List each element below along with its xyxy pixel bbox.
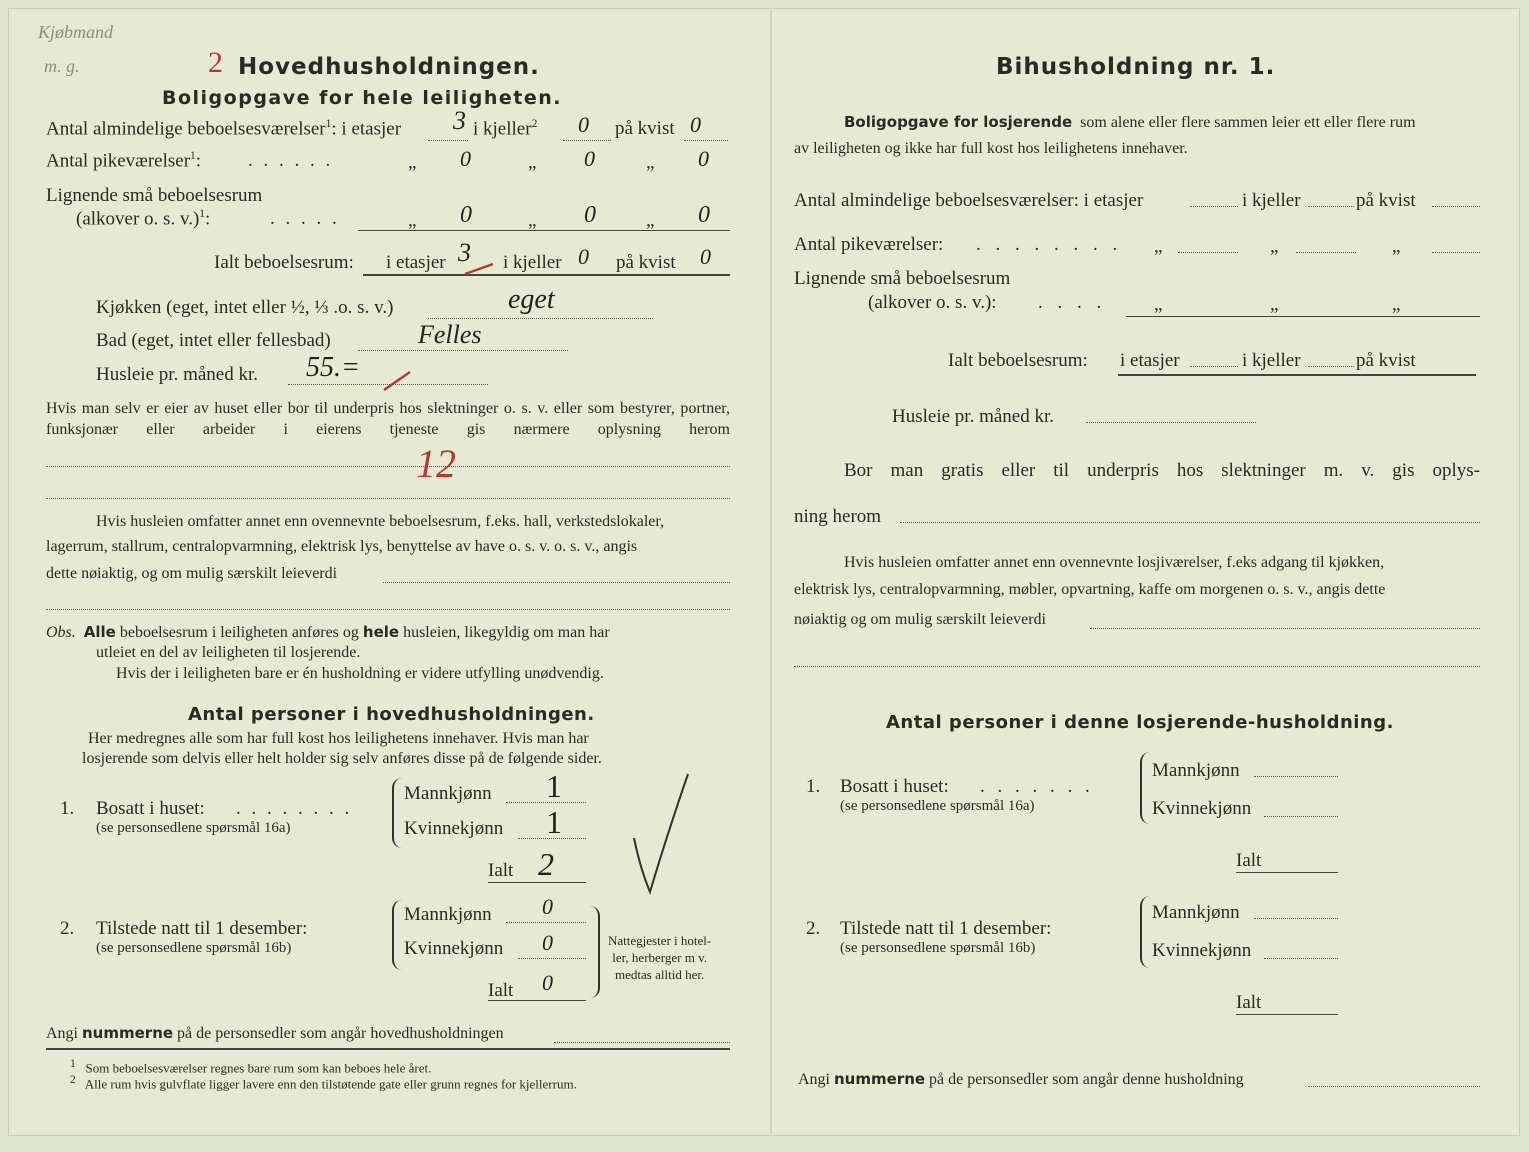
right-q2-mann-label: Mannkjønn [1152, 902, 1240, 923]
right-extra-b: elektrisk lys, centralopvarmning, møbler, opvartning, kaffe om morgenen o. s. v., angis dette [794, 581, 1386, 598]
rent-value: 55.= [306, 352, 360, 383]
footnote-1: $^1$ Som beboelsesværelser regnes bare rum som kan beboes hele året. [70, 1058, 432, 1076]
total-kjeller-label: i kjeller [503, 252, 562, 273]
left-q2-number: 2. [60, 918, 75, 939]
right-intro-a: Boligopgave for losjerende som alene eller flere sammen leier ett eller flere rum [844, 113, 1416, 131]
row3-underline [358, 230, 730, 231]
right-q1-brace [1140, 752, 1152, 824]
total-etasjer-label: i etasjer [386, 252, 446, 273]
row1-label: Antal almindelige beboelsesværelser$^1$: i etasjer [46, 118, 402, 140]
right-total-etasjer: i etasjer [1120, 350, 1180, 371]
row3-ditto-2: „ [528, 210, 537, 231]
row1-dotline-3 [684, 140, 728, 141]
right-q2-number: 2. [806, 918, 821, 939]
household-number: 2 [208, 46, 223, 79]
row3-etasjer-value: 0 [460, 202, 472, 228]
rent-label: Husleie pr. måned kr. [96, 364, 258, 385]
right-row1-dotline-3 [1432, 206, 1480, 207]
left-q2-kvinne-value: 0 [542, 930, 553, 955]
total-kvist-label: på kvist [616, 252, 676, 273]
left-q2-kvinne-dotline [518, 958, 586, 959]
right-gratis-b: ning herom [794, 506, 882, 527]
left-q2-mann-label: Mannkjønn [404, 904, 492, 925]
obs-line-3: Hvis der i leiligheten bare er én husholdning er videre utfylling unødvendig. [116, 665, 604, 682]
right-q1-mann-label: Mannkjønn [1152, 760, 1240, 781]
right-row2-label: Antal pikeværelser: [794, 234, 944, 255]
margin-note-line-2: m. g. [44, 56, 80, 76]
right-row2-dotline-2 [1296, 252, 1356, 253]
right-row3-dots: . . . . [1038, 292, 1107, 313]
right-q1-number: 1. [806, 776, 821, 797]
owner-value: 12 [416, 441, 456, 486]
owner-dotline-2 [46, 498, 730, 499]
margin-note-line-1: Kjøbmand [38, 22, 114, 42]
right-angi-dotline [1308, 1086, 1480, 1087]
right-gratis-a: Bor man gratis eller til underpris hos slektninger m. v. gis oplys- [844, 460, 1480, 481]
right-row1-kjeller: i kjeller [1242, 190, 1301, 211]
footnote-2: $^2$ Alle rum hvis gulvflate ligger lavere enn den tilstøtende gate eller grunn regnes for kjellerrum. [70, 1074, 577, 1092]
row2-ditto-2: „ [528, 152, 537, 173]
extra-text-c: dette nøiaktig, og om mulig særskilt leieverdi [46, 565, 338, 582]
obs-line-2: utleiet en del av leiligheten til losjerende. [96, 644, 361, 661]
extra-text-a: Hvis husleien omfatter annet enn ovennevnte beboelsesrum, f.eks. hall, verkstedslokaler, [96, 513, 665, 530]
left-q2-ialt-value: 0 [542, 970, 553, 995]
row3-dots: . . . . . [270, 208, 340, 229]
left-persons-intro-a: Her medregnes alle som har full kost hos leilighetens innehaver. Hvis man har [88, 730, 589, 747]
right-row2-ditto-2: „ [1270, 236, 1279, 257]
row3-label-a: Lignende små beboelsesrum [46, 185, 263, 206]
right-total-underline [1118, 374, 1476, 376]
total-kvist-value: 0 [700, 244, 711, 269]
right-q2-mann-dotline [1254, 918, 1338, 919]
right-row3-ditto-3: „ [1392, 294, 1401, 315]
row2-ditto-3: „ [646, 152, 655, 173]
right-q2-brace [1140, 896, 1152, 968]
row2-kjeller-value: 0 [584, 146, 595, 171]
left-q2-kvinne-label: Kvinnekjønn [404, 938, 504, 959]
right-extra-c: nøiaktig og om mulig særskilt leieverdi [794, 611, 1046, 628]
bath-value: Felles [418, 320, 482, 349]
row1-kjeller-value: 0 [578, 112, 589, 137]
left-q2-ialt-label: Ialt [488, 980, 514, 1001]
left-q2-brace [392, 900, 404, 970]
row3-ditto-1: „ [408, 210, 417, 231]
census-form-sheet [8, 8, 1520, 1136]
guest-note: Nattegjester i hotel- ler, herberger m v. medtas alltid her. [608, 933, 712, 982]
left-q1-ialt-value: 2 [538, 846, 554, 882]
left-angi-dotline [554, 1042, 730, 1043]
total-label: Ialt beboelsesrum: [214, 252, 354, 273]
right-title: Bihusholdning nr. 1. [996, 54, 1276, 80]
page-fold [770, 8, 772, 1136]
left-q1-sub: (se personsedlene spørsmål 16a) [96, 820, 291, 836]
right-row3-label-b: (alkover o. s. v.): [868, 292, 997, 313]
left-angi-numbers: Angi nummerne på de personsedler som angår hovedhusholdningen [46, 1024, 504, 1042]
owner-dotline-1 [46, 466, 730, 467]
right-q1-dots: . . . . . . . [980, 776, 1094, 797]
kitchen-label: Kjøkken (eget, intet eller ½, ⅓ .o. s. v.) [96, 297, 394, 318]
left-footnote-rule [46, 1048, 730, 1050]
right-row1-label: Antal almindelige beboelsesværelser: i etasjer [794, 190, 1144, 211]
left-q1-number: 1. [60, 798, 75, 819]
extra-dotline-1 [383, 582, 730, 583]
right-gratis-dotline [900, 522, 1480, 523]
right-q1-mann-dotline [1254, 776, 1338, 777]
right-row3-label-a: Lignende små beboelsesrum [794, 268, 1011, 289]
row1-kjeller-label: i kjeller$^2$ [473, 118, 538, 140]
left-q1-brace [392, 778, 404, 848]
obs-line-1: Obs. Alle beboelsesrum i leiligheten anføres og hele husleien, likegyldig om man har [46, 623, 610, 641]
right-q2-ialt-label: Ialt [1236, 992, 1262, 1013]
right-persons-title: Antal personer i denne losjerende-husholdning. [886, 712, 1394, 733]
left-persons-intro-b: losjerende som delvis eller helt holder sig selv anføres disse på de følgende sider. [82, 750, 602, 767]
row2-dots: . . . . . . [248, 150, 334, 171]
total-underline [363, 274, 730, 276]
red-check-mark [463, 260, 503, 278]
guest-note-brace [588, 906, 600, 998]
row1-etasjer-value: 3 [453, 106, 466, 135]
right-q2-sub: (se personsedlene spørsmål 16b) [840, 940, 1036, 956]
left-q1-dots: . . . . . . . . [236, 798, 353, 819]
row2-kvist-value: 0 [698, 146, 709, 171]
right-rent-dotline [1086, 422, 1256, 423]
bath-dotline [358, 350, 568, 351]
right-q2-label: Tilstede natt til 1 desember: [840, 918, 1052, 939]
left-q2-ialt-line [488, 1000, 586, 1001]
row2-ditto-1: „ [408, 152, 417, 173]
bath-label: Bad (eget, intet eller fellesbad) [96, 330, 331, 351]
right-row1-dotline-2 [1308, 206, 1354, 207]
rent-dotline [288, 384, 488, 385]
right-q2-kvinne-label: Kvinnekjønn [1152, 940, 1252, 961]
right-q1-ialt-label: Ialt [1236, 850, 1262, 871]
left-q1-kvinne-value: 1 [546, 804, 562, 840]
left-q1-ialt-line [488, 882, 586, 883]
row1-dotline-2 [563, 140, 611, 141]
right-row2-dotline-1 [1178, 252, 1238, 253]
right-row3-ditto-2: „ [1270, 294, 1279, 315]
right-row2-ditto-3: „ [1392, 236, 1401, 257]
right-q1-ialt-line [1236, 872, 1338, 873]
left-title: Hovedhusholdningen. [238, 54, 540, 80]
extra-text-b: lagerrum, stallrum, centralopvarmning, elektrisk lys, benyttelse av have o. s. v. o. s. v., angis [46, 538, 638, 555]
left-q1-mann-value: 1 [546, 768, 562, 804]
right-extra-dotline-2 [794, 666, 1480, 667]
row2-etasjer-value: 0 [460, 146, 471, 171]
row3-kvist-value: 0 [698, 202, 710, 228]
red-tick-mark [380, 368, 420, 394]
right-angi-numbers: Angi nummerne på de personsedler som angår denne husholdning [798, 1070, 1244, 1088]
right-total-label: Ialt beboelsesrum: [948, 350, 1088, 371]
tick-mark [626, 768, 696, 898]
owner-instructions: Hvis man selv er eier av huset eller bor til underpris hos slektninger o. s. v. eller som bestyrer, portner, funksjonær eller arbeider i eierens tjeneste gis nærmere oplysning herom [46, 400, 730, 438]
right-q1-kvinne-dotline [1264, 816, 1338, 817]
right-row1-kvist: på kvist [1356, 190, 1416, 211]
right-q1-sub: (se personsedlene spørsmål 16a) [840, 798, 1035, 814]
kitchen-value: eget [508, 284, 555, 315]
right-q2-ialt-line [1236, 1014, 1338, 1015]
left-q2-mann-value: 0 [542, 894, 553, 919]
total-kjeller-value: 0 [578, 244, 589, 269]
right-total-dotline-1 [1190, 366, 1238, 367]
row3-ditto-3: „ [646, 210, 655, 231]
right-row3-ditto-1: „ [1154, 294, 1163, 315]
right-q2-kvinne-dotline [1264, 958, 1338, 959]
row3-kjeller-value: 0 [584, 202, 596, 228]
total-etasjer-value: 3 [458, 238, 471, 267]
right-total-kvist: på kvist [1356, 350, 1416, 371]
right-row2-dots: . . . . . . . . [976, 234, 1123, 255]
left-q1-kvinne-dotline [518, 838, 586, 839]
right-q1-label: Bosatt i huset: [840, 776, 949, 797]
left-persons-title: Antal personer i hovedhusholdningen. [188, 704, 595, 725]
right-row2-ditto-1: „ [1154, 236, 1163, 257]
left-q2-mann-dotline [506, 922, 586, 923]
right-total-kjeller: i kjeller [1242, 350, 1301, 371]
right-extra-a: Hvis husleien omfatter annet enn ovennevnte losjiværelser, f.eks adgang til kjøkken, [844, 554, 1385, 571]
left-q1-mann-dotline [506, 802, 586, 803]
row1-kvist-label: på kvist [615, 118, 675, 139]
right-intro-b: av leiligheten og ikke har full kost hos leilighetens innehaver. [794, 140, 1188, 157]
right-row3-underline [1126, 316, 1480, 317]
right-total-dotline-2 [1308, 366, 1354, 367]
right-row2-dotline-3 [1432, 252, 1480, 253]
row3-label-b: (alkover o. s. v.)$^1$: [76, 208, 211, 230]
left-q1-label: Bosatt i huset: [96, 798, 205, 819]
right-row1-dotline-1 [1190, 206, 1238, 207]
row1-kvist-value: 0 [690, 112, 701, 137]
kitchen-dotline [428, 318, 653, 319]
row1-dotline-1 [428, 140, 468, 141]
left-q2-sub: (se personsedlene spørsmål 16b) [96, 940, 292, 956]
left-q1-kvinne-label: Kvinnekjønn [404, 818, 504, 839]
right-extra-dotline-1 [1090, 628, 1480, 629]
left-q1-ialt-label: Ialt [488, 860, 514, 881]
left-q2-label: Tilstede natt til 1 desember: [96, 918, 308, 939]
right-q1-kvinne-label: Kvinnekjønn [1152, 798, 1252, 819]
left-subtitle: Boligopgave for hele leiligheten. [162, 87, 563, 109]
row2-label: Antal pikeværelser$^1$: [46, 150, 202, 172]
left-q1-mann-label: Mannkjønn [404, 783, 492, 804]
right-rent-label: Husleie pr. måned kr. [892, 406, 1054, 427]
extra-dotline-2 [46, 609, 730, 610]
